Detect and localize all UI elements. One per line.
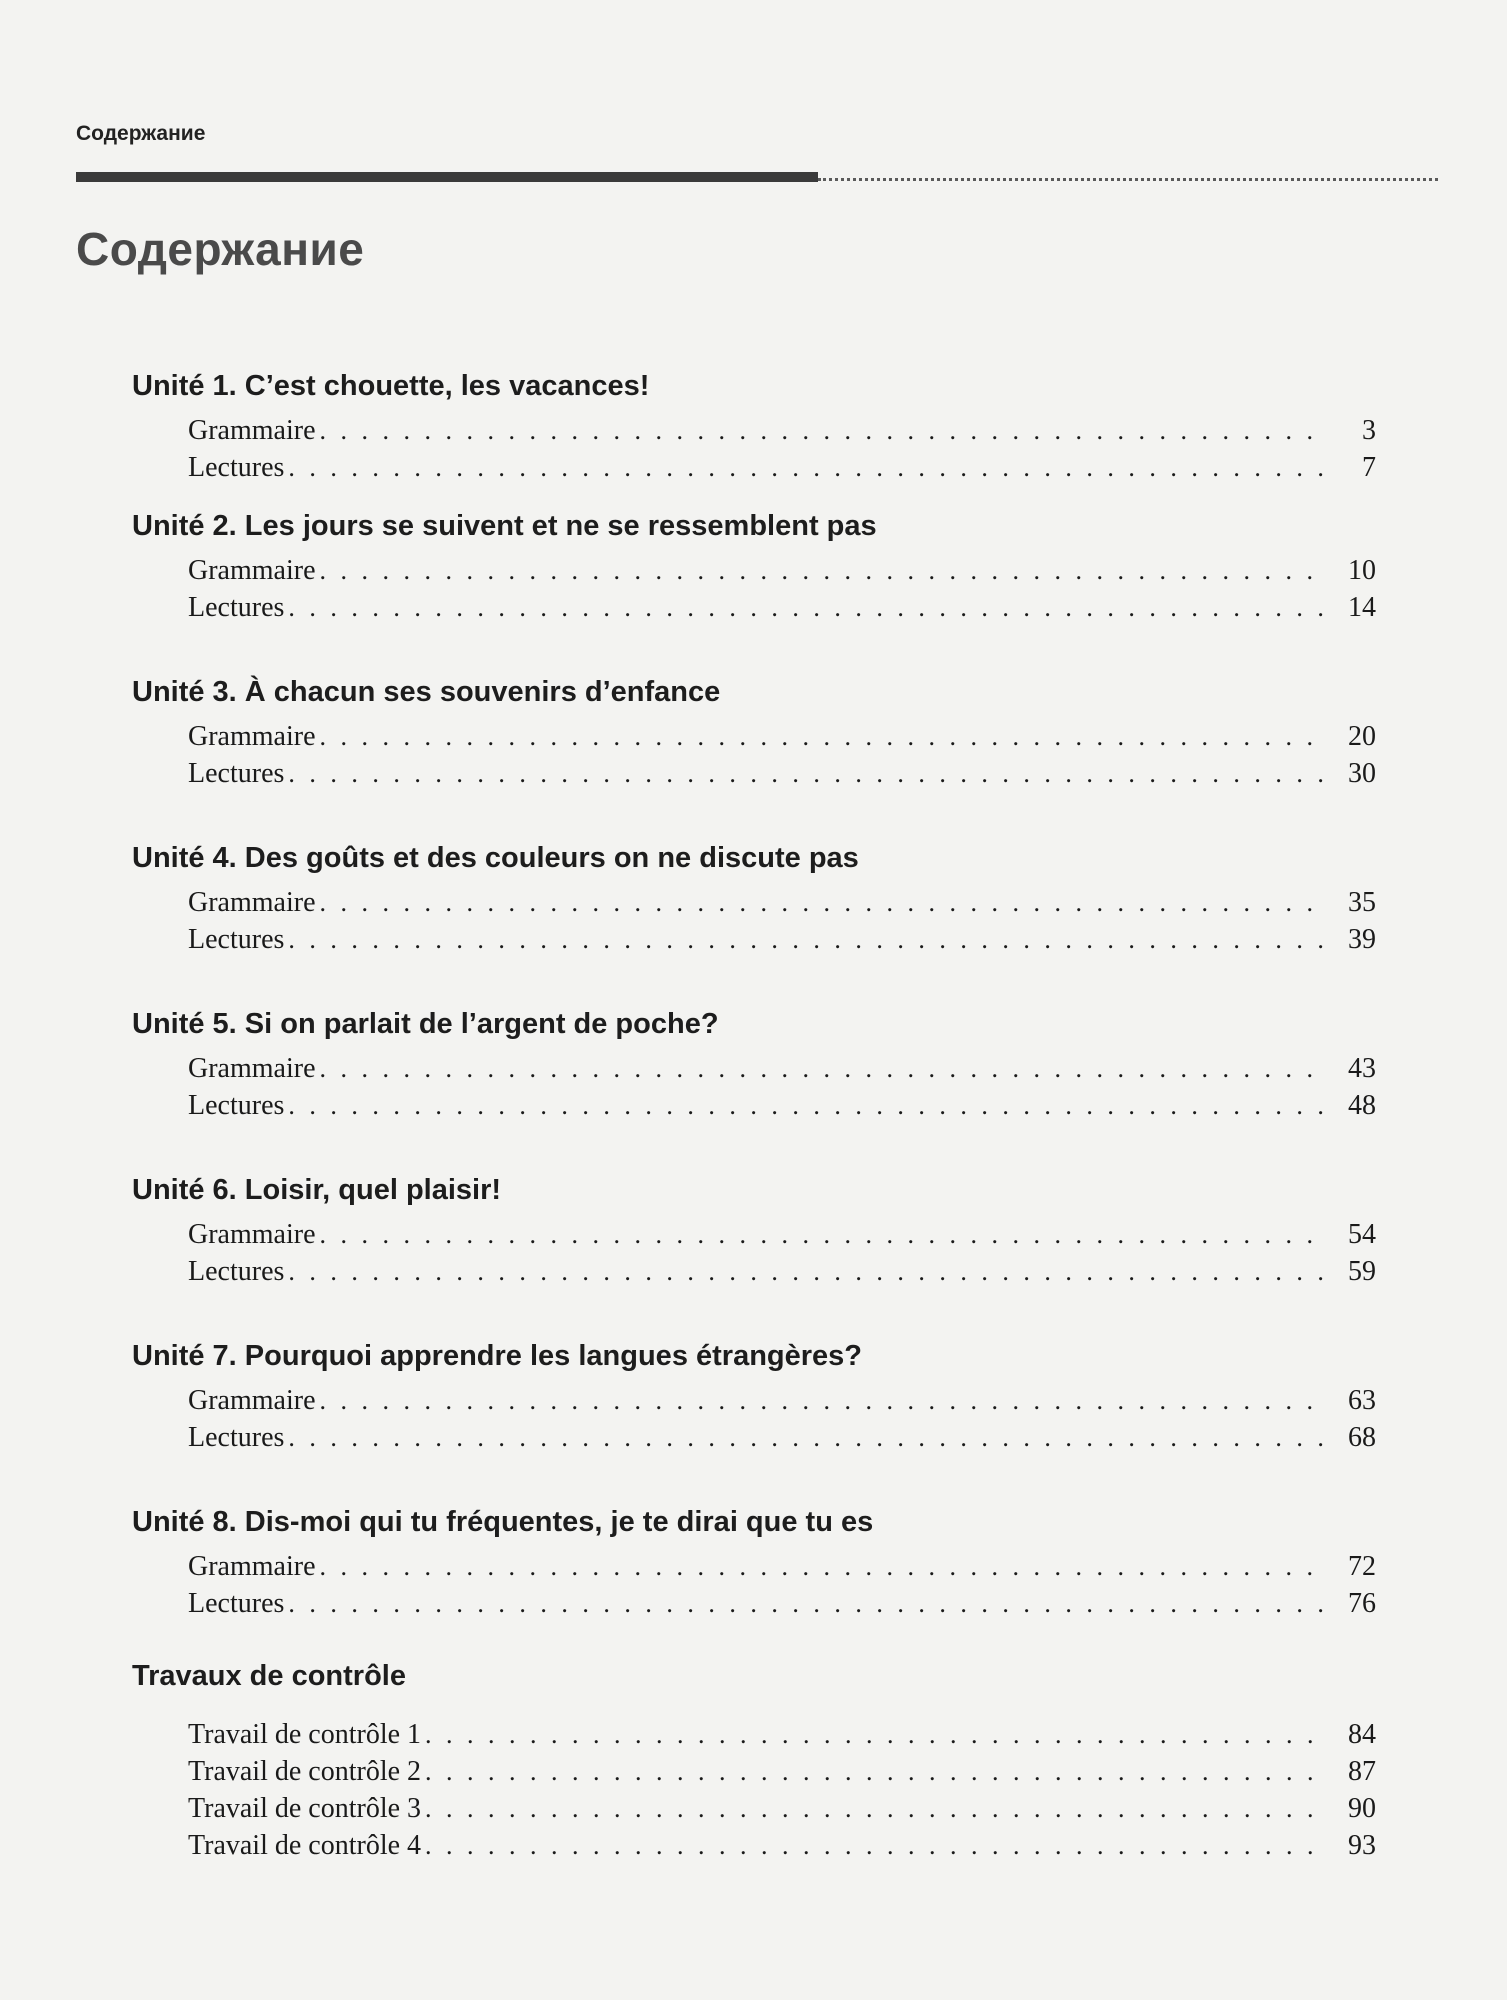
toc-entry[interactable] — [132, 1827, 1376, 1864]
page-number: 35 — [1348, 887, 1376, 918]
entry-label: Travail de contrôle 2 — [188, 1756, 422, 1787]
dot-leader — [425, 1790, 1326, 1827]
toc-entry[interactable] — [132, 412, 1376, 449]
page-number: 87 — [1348, 1756, 1376, 1787]
toc-entry[interactable] — [132, 449, 1376, 486]
entry-label: Lectures — [188, 924, 285, 955]
toc-unit-4 — [132, 832, 1376, 958]
toc-entry[interactable] — [132, 884, 1376, 921]
unit-title: Unité 2. Les jours se suivent et ne se ressemblent pas — [132, 510, 877, 542]
toc-entry[interactable] — [132, 1253, 1376, 1290]
toc-unit-2 — [132, 500, 1376, 626]
dot-leader — [288, 921, 1326, 958]
unit-title: Unité 7. Pourquoi apprendre les langues étrangères? — [132, 1340, 863, 1372]
unit-title: Unité 1. C’est chouette, les vacances! — [132, 370, 650, 402]
page-number: 63 — [1348, 1385, 1376, 1416]
page-number: 68 — [1348, 1422, 1376, 1453]
page-number: 7 — [1362, 452, 1376, 483]
toc-unit-1 — [132, 360, 1376, 486]
page-number: 10 — [1348, 555, 1376, 586]
entry-label: Travail de contrôle 4 — [188, 1830, 422, 1861]
entry-label: Grammaire — [188, 721, 316, 752]
header-rule — [76, 172, 818, 182]
entry-label: Lectures — [188, 1422, 285, 1453]
dot-leader — [288, 1419, 1326, 1456]
entry-label: Grammaire — [188, 555, 316, 586]
page-number: 43 — [1348, 1053, 1376, 1084]
toc-entry[interactable] — [132, 589, 1376, 626]
toc-entry[interactable] — [132, 1585, 1376, 1622]
entry-label: Grammaire — [188, 415, 316, 446]
dot-leader — [288, 589, 1326, 626]
page-number: 48 — [1348, 1090, 1376, 1121]
dot-leader — [288, 1585, 1326, 1622]
page-number: 3 — [1362, 415, 1376, 446]
dot-leader — [320, 1548, 1327, 1585]
toc-entry[interactable] — [132, 1753, 1376, 1790]
toc-entry[interactable] — [132, 755, 1376, 792]
page-number: 90 — [1348, 1793, 1376, 1824]
toc-entry[interactable] — [132, 1790, 1376, 1827]
page-number: 59 — [1348, 1256, 1376, 1287]
page-number: 54 — [1348, 1219, 1376, 1250]
unit-title: Unité 3. À chacun ses souvenirs d’enfance — [132, 676, 721, 708]
entry-label: Travail de contrôle 1 — [188, 1719, 422, 1750]
dot-leader — [288, 755, 1326, 792]
toc-unit-7 — [132, 1330, 1376, 1456]
unit-title: Unité 4. Des goûts et des couleurs on ne discute pas — [132, 842, 859, 874]
toc-unit-6 — [132, 1164, 1376, 1290]
entry-label: Lectures — [188, 1588, 285, 1619]
dot-leader — [288, 1087, 1326, 1124]
entry-label: Lectures — [188, 1256, 285, 1287]
page-number: 30 — [1348, 758, 1376, 789]
dot-leader — [320, 1050, 1327, 1087]
page-number: 93 — [1348, 1830, 1376, 1861]
dot-leader — [425, 1716, 1326, 1753]
page-number: 39 — [1348, 924, 1376, 955]
toc-entry[interactable] — [132, 1382, 1376, 1419]
entry-label: Travail de contrôle 3 — [188, 1793, 422, 1824]
toc-entry[interactable] — [132, 1087, 1376, 1124]
dot-leader — [320, 884, 1327, 921]
page-number: 84 — [1348, 1719, 1376, 1750]
dot-leader — [320, 1382, 1327, 1419]
running-header: Содержание — [76, 122, 206, 145]
dot-leader — [320, 718, 1327, 755]
toc-entry[interactable] — [132, 718, 1376, 755]
page-number: 76 — [1348, 1588, 1376, 1619]
unit-title: Unité 8. Dis-moi qui tu fréquentes, je te dirai que tu es — [132, 1506, 874, 1538]
dot-leader — [288, 449, 1326, 486]
dot-leader — [425, 1827, 1326, 1864]
entry-label: Lectures — [188, 758, 285, 789]
entry-label: Lectures — [188, 1090, 285, 1121]
unit-title: Unité 5. Si on parlait de l’argent de poche? — [132, 1008, 719, 1040]
entry-label: Grammaire — [188, 1219, 316, 1250]
toc-entry[interactable] — [132, 1419, 1376, 1456]
page-number: 72 — [1348, 1551, 1376, 1582]
dot-leader — [320, 552, 1327, 589]
dot-leader — [288, 1253, 1326, 1290]
unit-title: Travaux de contrôle — [132, 1660, 406, 1692]
entry-label: Lectures — [188, 452, 285, 483]
toc-entry[interactable] — [132, 1050, 1376, 1087]
toc-entry[interactable] — [132, 1548, 1376, 1585]
dot-leader — [425, 1753, 1326, 1790]
entry-label: Lectures — [188, 592, 285, 623]
entry-label: Grammaire — [188, 1385, 316, 1416]
entry-label: Grammaire — [188, 1551, 316, 1582]
toc-entry[interactable] — [132, 921, 1376, 958]
table-of-contents — [132, 360, 1376, 1864]
toc-unit-controls — [132, 1650, 1376, 1864]
dot-leader — [320, 412, 1327, 449]
toc-entry[interactable] — [132, 1716, 1376, 1753]
header-dotted-rule — [818, 178, 1438, 181]
dot-leader — [320, 1216, 1327, 1253]
unit-title: Unité 6. Loisir, quel plaisir! — [132, 1174, 502, 1206]
page-number: 14 — [1348, 592, 1376, 623]
entry-label: Grammaire — [188, 887, 316, 918]
toc-unit-5 — [132, 998, 1376, 1124]
page-number: 20 — [1348, 721, 1376, 752]
page-title: Содержание — [76, 223, 365, 275]
toc-unit-3 — [132, 666, 1376, 792]
entry-label: Grammaire — [188, 1053, 316, 1084]
toc-entry[interactable] — [132, 1216, 1376, 1253]
toc-entry[interactable] — [132, 552, 1376, 589]
toc-unit-8 — [132, 1496, 1376, 1622]
